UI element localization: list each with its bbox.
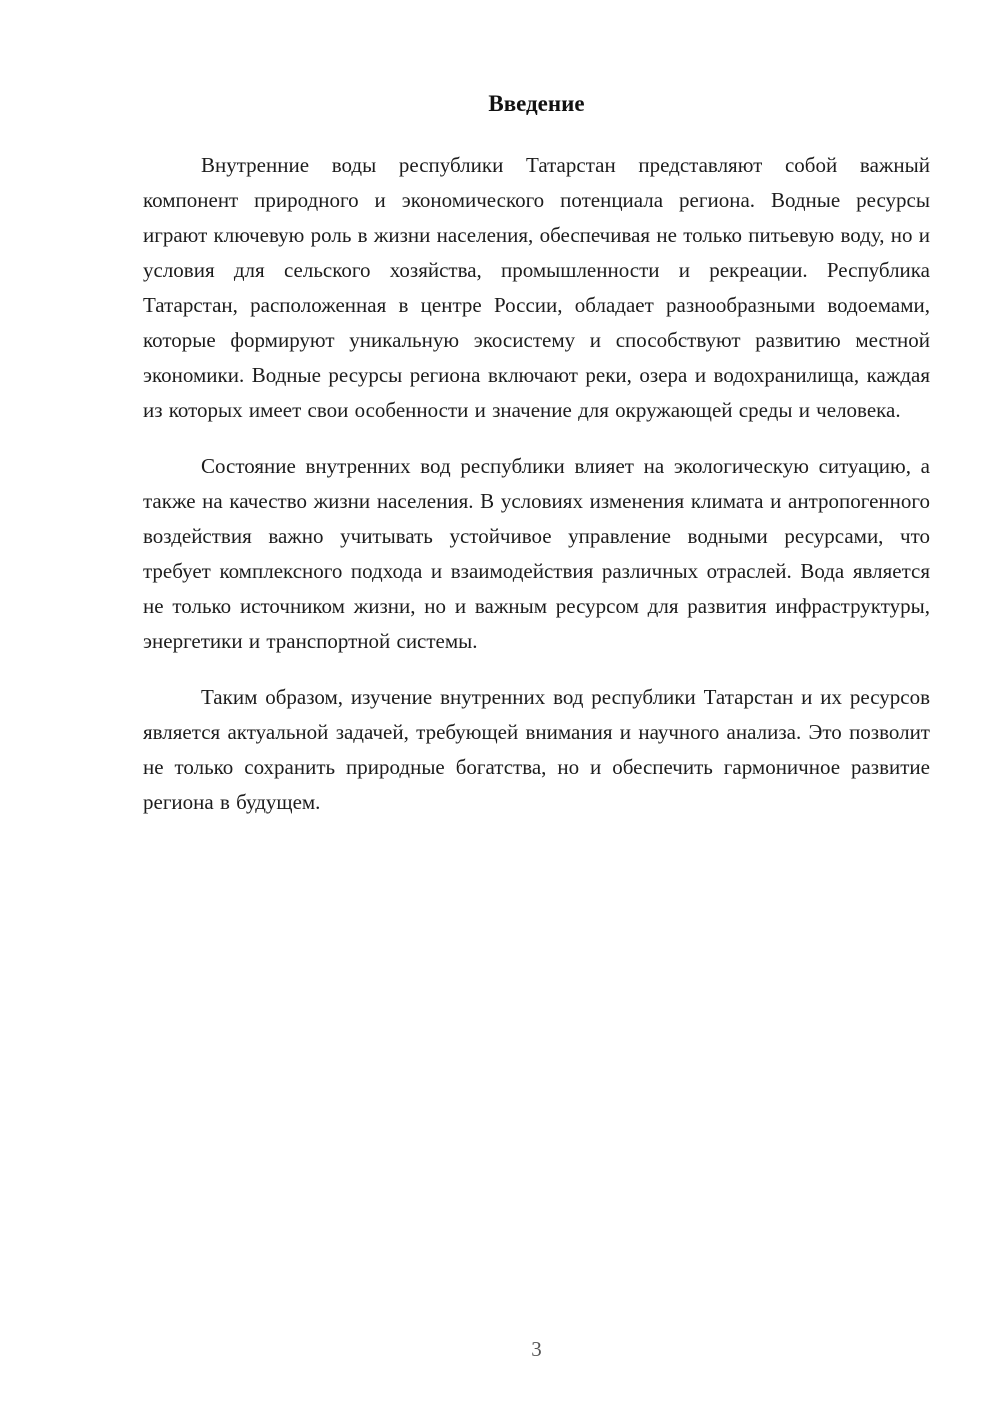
- paragraph-3: Таким образом, изучение внутренних вод республики Татарстан и их ресурсов является актуальной задачей, требующей внимания и научного анализа. Это позволит не только сохранить природные богатства, но и обеспечить гармоничное развитие региона в будущем.: [143, 685, 930, 814]
- paragraph-1: Внутренние воды республики Татарстан представляют собой важный компонент природного и экономического потенциала региона. Водные ресурсы играют ключевую роль в жизни населения, обеспечивая не только питьевую воду, но и условия для сельского хозяйства, промышленности и рекреации. Республика Татарстан, расположенная в центре России, обладает разнообразными водоемами, которые формируют уникальную экосистему и способствуют развитию местной экономики. Водные ресурсы региона включают реки, озера и водохранилища, каждая из которых имеет свои особенности и значение для окружающей среды и человека.: [143, 153, 930, 422]
- paragraph-2: Состояние внутренних вод республики влияет на экологическую ситуацию, а также на качество жизни населения. В условиях изменения климата и антропогенного воздействия важно учитывать устойчивое управление водными ресурсами, что требует комплексного подхода и взаимодействия различных отраслей. Вода является не только источником жизни, но и важным ресурсом для развития инфраструктуры, энергетики и транспортной системы.: [143, 454, 930, 653]
- section-title: Введение: [488, 91, 585, 116]
- text-column: [143, 90, 930, 841]
- page-footer: [143, 1337, 930, 1362]
- page-number: 3: [531, 1337, 542, 1361]
